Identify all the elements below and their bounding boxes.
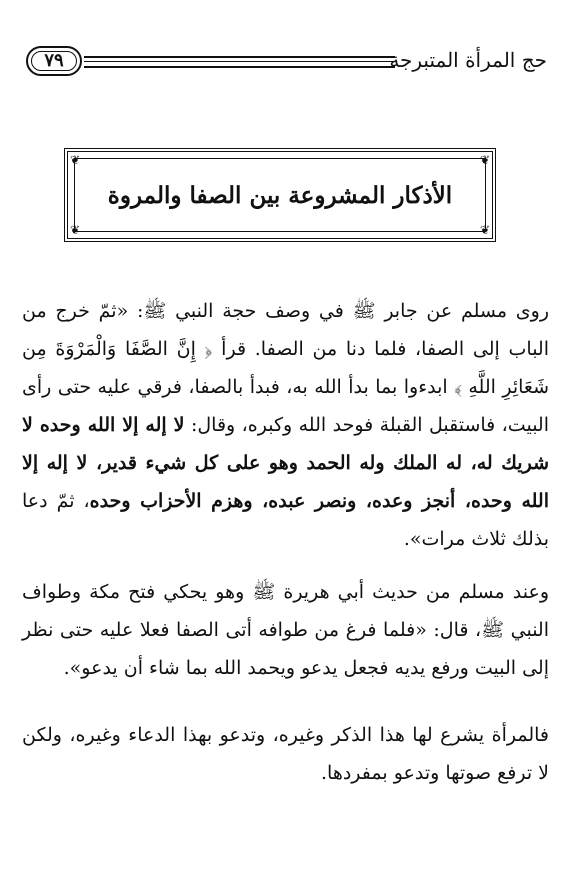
header-rule: [84, 56, 395, 58]
paragraph-text: روى مسلم عن جابر ﷺ في وصف حجة النبي ﷺ: «ثمّ خرج من الباب إلى الصفا، فلما دنا من الصفا. قرأ ﴿ إِنَّ الصَّفَا وَالْمَرْوَةَ مِن شَعَائِرِ اللَّهِ ﴾ ابدءوا بما بدأ الله به، فبدأ بالصفا، فرقي عليه حتى رأى البيت، فاستقبل القبلة فوحد الله وكبره، وقال:: [22, 300, 550, 436]
book-title: حج المرأة المتبرجة: [389, 48, 547, 72]
dhikr-text: لا إله إلا الله وحده لا شريك له، له الملك وله الحمد وهو على كل شيء قدير، لا إله إلا الله وحده، أنجز وعده، ونصر عبده، وهزم الأحزاب وحده: [22, 414, 550, 512]
section-title: الأذكار المشروعة بين الصفا والمروة: [107, 182, 453, 209]
header-rule: [84, 66, 395, 68]
corner-ornament-icon: ❦: [479, 153, 490, 167]
paragraph-text: وعند مسلم من حديث أبي هريرة ﷺ وهو يحكي فتح مكة وطواف النبي ﷺ، قال: «فلما فرغ من طوافه أتى الصفا فعلا عليه حتى نظر إلى البيت ورفع يديه فجعل يدعو ويحمد الله بما شاء أن يدعو».: [22, 581, 549, 679]
paragraph-text: فالمرأة يشرع لها هذا الذكر وغيره، وتدعو بهذا الدعاء وغيره، ولكن لا ترفع صوتها وتدعو بمفردها.: [22, 724, 549, 784]
page-number: ٧٩: [26, 46, 82, 76]
header-rule: [84, 61, 395, 62]
corner-ornament-icon: ❦: [70, 153, 81, 167]
section-title-frame: [64, 148, 496, 242]
paragraph-jabir-hadith: [22, 292, 549, 558]
corner-ornament-icon: ❦: [479, 223, 490, 237]
paragraph-women-ruling: [22, 716, 549, 792]
paragraph-abu-hurayra-hadith: [22, 573, 549, 687]
corner-ornament-icon: ❦: [70, 223, 81, 237]
paragraph-text: ، ثمّ دعا بذلك ثلاث مرات».: [22, 490, 549, 550]
page-header: [18, 46, 553, 82]
